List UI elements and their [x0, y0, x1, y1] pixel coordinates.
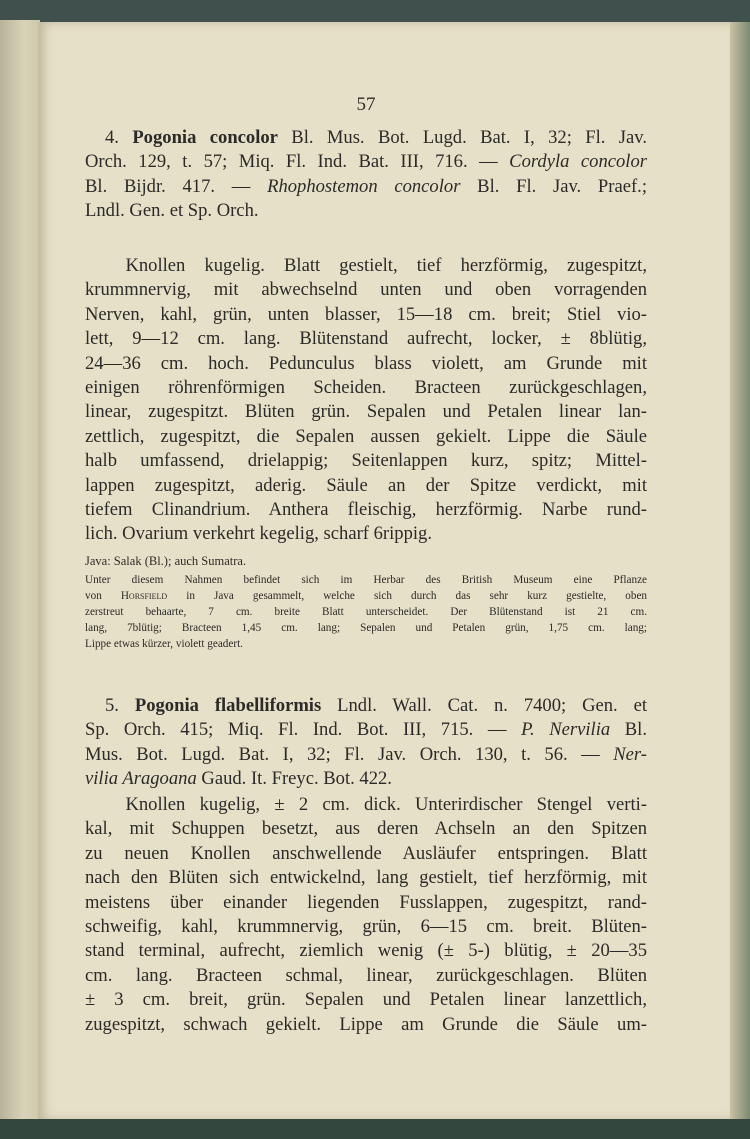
- description-line: krummnervig, mit abwechselnd unten und oben vorragenden: [85, 279, 647, 301]
- entry-4-line-1: [85, 126, 647, 150]
- synonym: P. Nervilia: [521, 719, 611, 741]
- book-page: [38, 22, 732, 1120]
- description-line: stand terminal, aufrecht, ziemlich wenig (± 5-) blütig, ± 20—35: [85, 940, 647, 962]
- description-line: meistens über einander liegenden Fusslappen, zugespitzt, rand-: [85, 891, 647, 913]
- entry-4-locality-block: [85, 553, 647, 569]
- species-name: flabelliformis: [214, 695, 322, 716]
- page-number: 57: [356, 94, 376, 115]
- entry-4-line-2: [85, 150, 647, 174]
- note-line: [85, 588, 647, 604]
- scan-top-border: [0, 0, 750, 22]
- description-line: halb umfassend, drielappig; Seitenlappen kurz, spitz; Mittel-: [85, 450, 647, 472]
- note-line: zerstreut behaarte, 7 cm. breite Blatt unterscheidet. Der Blütenstand ist 21 cm.: [85, 606, 647, 618]
- description-line: lappen zugespitzt, aderig. Säule an der Spitze verdickt, mit: [85, 474, 647, 496]
- synonym: vilia Aragoana: [85, 768, 197, 790]
- description-line: nach den Blüten sich entwickelnd, lang gestielt, tief herzförmig, mit: [85, 867, 647, 889]
- entry-5-line-2: [85, 718, 647, 742]
- citation: Bl.: [610, 719, 647, 741]
- citation: Orch. 129, t. 57; Miq. Fl. Ind. Bat. III, 716. —: [85, 151, 510, 173]
- locality: Java: Salak (Bl.); auch Sumatra.: [85, 554, 247, 568]
- entry-5-line-3: [85, 743, 647, 767]
- synonym: Cordyla concolor: [509, 151, 647, 173]
- entry-4-line-4: Lndl. Gen. et Sp. Orch.: [85, 200, 259, 222]
- note-line: Unter diesem Nahmen befindet sich im Herbar des British Museum eine Pflanze: [85, 574, 647, 586]
- note-text: von: [85, 590, 121, 602]
- citation: Gaud. It. Freyc. Bot. 422.: [196, 768, 392, 790]
- entry-number: 5.: [105, 695, 119, 716]
- note-line: lang, 7blütig; Bracteen 1,45 cm. lang; Sepalen und Petalen grün, 1,75 cm. lang;: [85, 622, 647, 634]
- entry-4-note: [85, 572, 647, 652]
- description-line: ± 3 cm. breit, grün. Sepalen und Petalen linear lanzettlich,: [85, 989, 647, 1011]
- page-edge-right: [730, 22, 750, 1120]
- description-line: Nerven, kahl, grün, unten blasser, 15—18 cm. breit; Stiel vio-: [85, 303, 647, 325]
- citation: Mus. Bot. Lugd. Bat. I, 32; Fl. Jav. Orch. 130, t. 56. —: [85, 743, 614, 765]
- synonym: Ner-: [613, 743, 647, 765]
- entry-4-heading: [85, 126, 647, 224]
- description-line: 24—36 cm. hoch. Pedunculus blass violett, am Grunde mit: [85, 352, 647, 374]
- genus-name: Pogonia: [134, 695, 199, 716]
- entry-5-line-1: [85, 694, 647, 718]
- entry-4-line-3: [85, 175, 647, 199]
- entry-4-description: [85, 254, 647, 547]
- description-line: Knollen kugelig. Blatt gestielt, tief herzförmig, zugespitzt,: [125, 255, 647, 276]
- citation: Bl. Fl. Jav. Praef.;: [460, 175, 647, 197]
- description-line: linear, zugespitzt. Blüten grün. Sepalen und Petalen linear lan-: [85, 401, 647, 423]
- collector-name: Horsfield: [120, 590, 168, 602]
- description-line: zettlich, zugespitzt, die Sepalen aussen gekielt. Lippe die Säule: [85, 425, 647, 447]
- description-line: tiefem Clinandrium. Anthera fleischig, herzförmig. Narbe rund-: [85, 499, 647, 521]
- description-line: cm. lang. Bracteen schmal, linear, zurückgeschlagen. Blüten: [85, 964, 647, 986]
- description-line: lich. Ovarium verkehrt kegelig, scharf 6rippig.: [85, 523, 432, 545]
- entry-5-description: [85, 793, 647, 1037]
- description-line: lett, 9—12 cm. lang. Blütenstand aufrecht, locker, ± 8blütig,: [85, 328, 647, 350]
- facing-page-edge: [0, 20, 40, 1120]
- synonym: Rhophostemon concolor: [267, 175, 461, 197]
- description-line: zu neuen Knollen anschwellende Ausläufer entspringen. Blatt: [85, 842, 647, 864]
- scan-bottom-border: [0, 1119, 750, 1139]
- description-line: kal, mit Schuppen besetzt, aus deren Achseln an den Spitzen: [85, 818, 647, 840]
- note-text: in Java gesammelt, welche sich durch das sehr kurz gestielte, oben: [167, 590, 648, 602]
- description-line: zugespitzt, schwach gekielt. Lippe am Grunde die Säule um-: [85, 1013, 647, 1035]
- description-line: Knollen kugelig, ± 2 cm. dick. Unterirdischer Stengel verti-: [125, 794, 647, 815]
- citation: Bl. Mus. Bot. Lugd. Bat. I, 32; Fl. Jav.: [277, 127, 647, 148]
- genus-name: Pogonia: [132, 127, 197, 148]
- description-line: schweifig, kahl, krummnervig, grün, 6—15 cm. breit. Blüten-: [85, 916, 647, 938]
- note-line: Lippe etwas kürzer, violett geadert.: [85, 638, 243, 650]
- description-line: einigen röhrenförmigen Scheiden. Bracteen zurückgeschlagen,: [85, 377, 647, 399]
- entry-5-line-4: [85, 767, 647, 791]
- citation: Sp. Orch. 415; Miq. Fl. Ind. Bot. III, 715. —: [85, 719, 522, 741]
- citation: Bl. Bijdr. 417. —: [85, 175, 268, 197]
- entry-5-heading: [85, 694, 647, 792]
- entry-number: 4.: [105, 127, 119, 148]
- citation: Lndl. Wall. Cat. n. 7400; Gen. et: [321, 695, 648, 716]
- species-name: concolor: [209, 127, 278, 148]
